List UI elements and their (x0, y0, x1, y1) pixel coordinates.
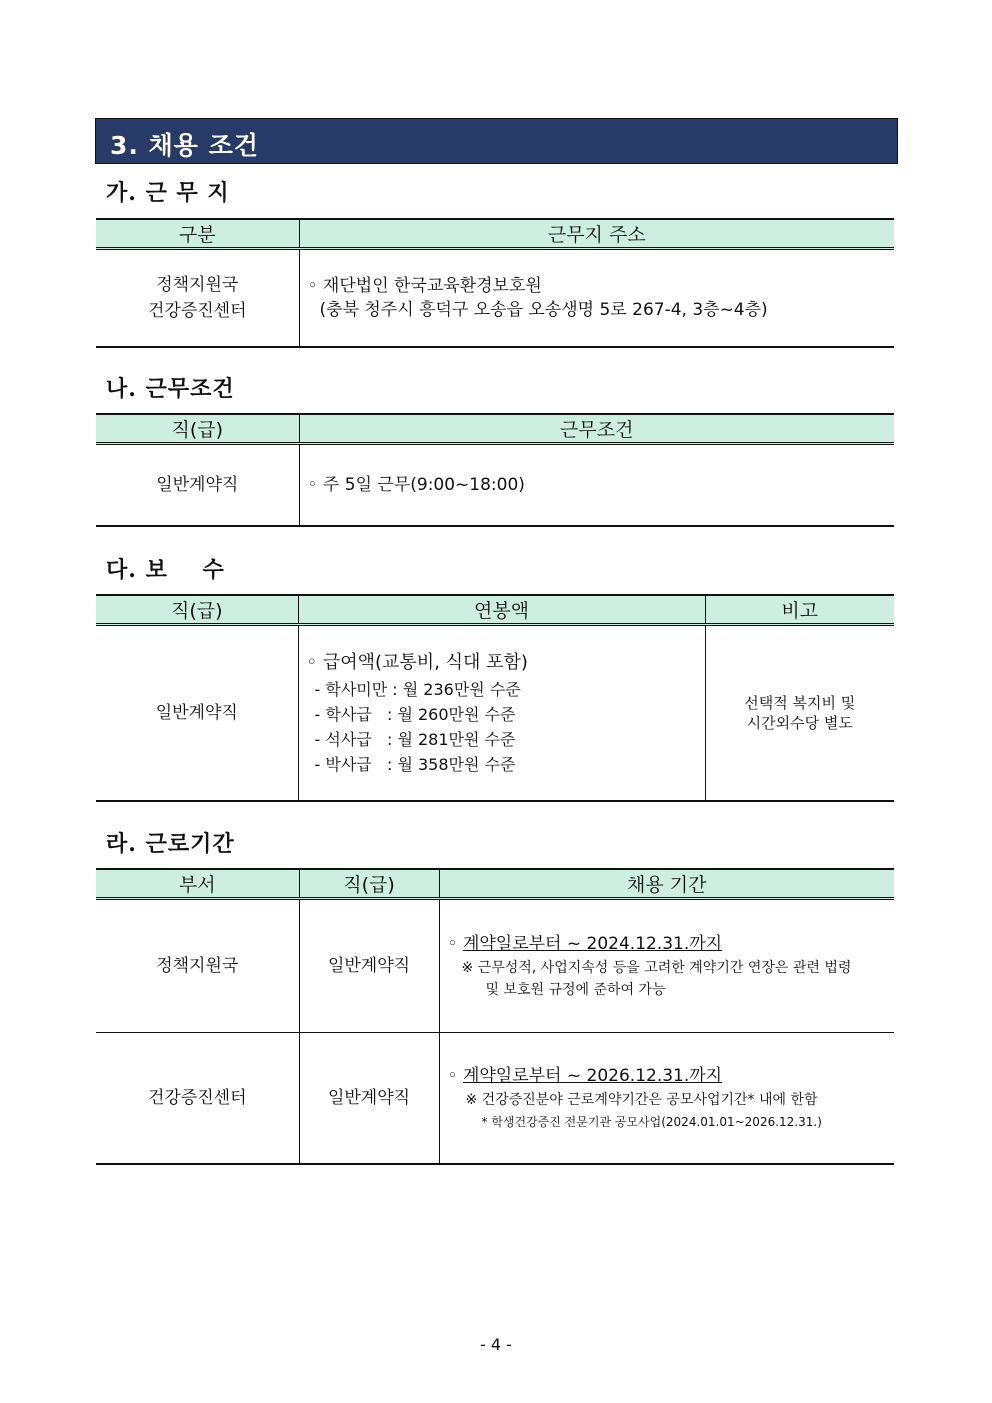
period-cell (439, 899, 894, 1033)
header-period: 채용 기간 (439, 869, 894, 899)
heading-employment-period: 라. 근로기간 (106, 831, 235, 857)
heading-work-conditions: 나. 근무조건 (106, 376, 235, 402)
position-cell: 일반계약직 (299, 1033, 439, 1165)
period-note-1: ※ 근무성적, 사업지속성 등을 고려한 계약기간 연장은 관련 법령 (461, 960, 852, 976)
section-banner-title: 3. 채용 조건 (110, 131, 259, 160)
period-note-1: ※ 건강증진분야 근로계약기간은 공모사업기간* 내에 한함 (465, 1092, 818, 1108)
position-cell: 일반계약직 (96, 444, 299, 527)
header-division: 구분 (96, 219, 299, 249)
address-line-2: (충북 청주시 흥덕구 오송읍 오송생명 5로 267-4, 3층~4층) (319, 300, 768, 320)
table-header-row (96, 219, 894, 249)
employment-period-table (96, 868, 894, 1165)
remark-cell (705, 625, 894, 802)
table-row (96, 1033, 894, 1165)
position-cell: 일반계약직 (299, 899, 439, 1033)
header-remark: 비고 (705, 595, 894, 625)
page-number: - 4 - (480, 1335, 512, 1354)
position-cell: 일반계약직 (96, 625, 298, 802)
section-banner (95, 118, 898, 164)
salary-line: - 석사급 : 월 281만원 수준 (314, 730, 516, 749)
compensation-table (96, 594, 894, 802)
department-cell: 건강증진센터 (96, 1033, 299, 1165)
heading-compensation: 다. 보 수 (106, 557, 225, 583)
workplace-table (96, 218, 894, 348)
salary-title: ◦ 급여액(교통비, 식대 포함) (306, 652, 528, 673)
header-address: 근무지 주소 (299, 219, 894, 249)
period-note-2: * 학생건강증진 전문기관 공모사업(2024.01.01~2026.12.31.) (481, 1115, 822, 1129)
header-salary: 연봉액 (298, 595, 705, 625)
division-line-2: 건강증진센터 (147, 301, 247, 321)
table-row (96, 625, 894, 802)
header-condition: 근무조건 (299, 414, 894, 444)
period-text: 계약일로부터 ~ 2026.12.31.까지 (462, 1066, 723, 1086)
remark-line-2: 시간외수당 별도 (746, 714, 853, 732)
table-header-row (96, 414, 894, 444)
period-line (448, 931, 895, 957)
period-cell (439, 1033, 894, 1165)
salary-cell (298, 625, 705, 802)
department-cell: 정책지원국 (96, 899, 299, 1033)
table-row (96, 249, 894, 348)
period-line (448, 1063, 895, 1089)
bullet: ◦ (447, 934, 463, 954)
table-header-row (96, 595, 894, 625)
table-header-row (96, 869, 894, 899)
condition-cell: ◦ 주 5일 근무(9:00~18:00) (299, 444, 894, 527)
address-line-1: ◦ 재단법인 한국교육환경보호원 (307, 276, 542, 296)
header-department: 부서 (96, 869, 299, 899)
salary-line: - 학사미만 : 월 236만원 수준 (314, 680, 521, 699)
header-position: 직(급) (299, 869, 439, 899)
salary-line: - 박사급 : 월 358만원 수준 (314, 755, 516, 774)
header-position: 직(급) (96, 595, 298, 625)
work-conditions-table (96, 413, 894, 527)
header-position: 직(급) (96, 414, 299, 444)
period-note-2: 및 보호원 규정에 준하여 가능 (485, 982, 666, 998)
heading-workplace: 가. 근 무 지 (106, 180, 230, 206)
division-line-1: 정책지원국 (156, 275, 239, 295)
table-row (96, 899, 894, 1033)
period-text: 계약일로부터 ~ 2024.12.31.까지 (462, 934, 723, 954)
remark-line-1: 선택적 복지비 및 (744, 694, 856, 712)
table-row (96, 444, 894, 527)
address-cell (299, 249, 894, 348)
salary-line: - 학사급 : 월 260만원 수준 (314, 705, 516, 724)
division-cell (96, 249, 299, 348)
bullet: ◦ (447, 1066, 463, 1086)
